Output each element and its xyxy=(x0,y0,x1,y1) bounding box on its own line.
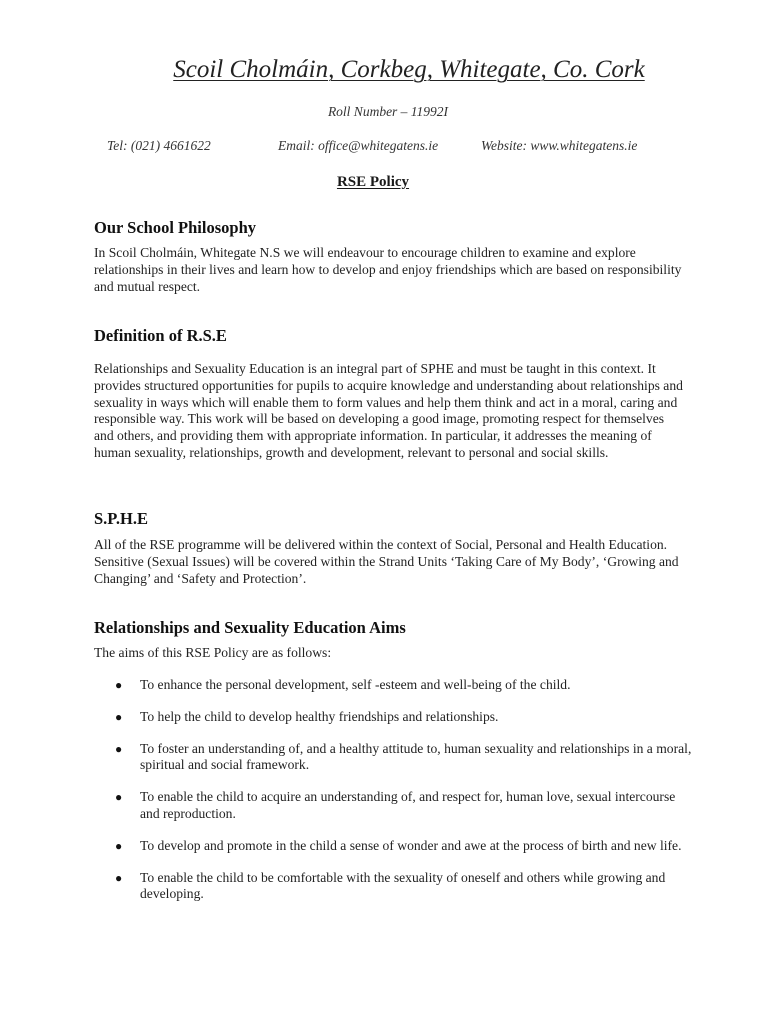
list-item xyxy=(94,709,694,726)
paragraph-sphe: All of the RSE programme will be delivered within the context of Social, Personal and Health Education. Sensitive (Sexual Issues) will be covered within the Strand Units ‘Taking Care of My Body’, ‘Growing and Changing’ and ‘Safety and Protection’. xyxy=(94,537,679,586)
aim-text: To develop and promote in the child a sense of wonder and awe at the process of birth and new life. xyxy=(140,837,682,853)
paragraph-school-philosophy: In Scoil Cholmáin, Whitegate N.S we will endeavour to encourage children to examine and explore relationships in their lives and learn how to develop and enjoy friendships which are based on responsibility and mutual respect. xyxy=(94,245,682,294)
bullet-icon: ● xyxy=(115,838,123,853)
list-item xyxy=(94,741,694,775)
list-item xyxy=(94,789,694,823)
aim-text: To help the child to develop healthy friendships and relationships. xyxy=(140,708,499,724)
bullet-icon: ● xyxy=(115,741,123,756)
bullet-icon: ● xyxy=(115,709,123,724)
bullet-icon: ● xyxy=(115,870,123,885)
contact-telephone: Tel: (021) 4661622 xyxy=(107,138,211,153)
heading-sphe: S.P.H.E xyxy=(94,509,148,528)
heading-rse-aims: Relationships and Sexuality Education Aims xyxy=(94,618,406,637)
heading-school-philosophy: Our School Philosophy xyxy=(94,218,256,237)
paragraph-aims-intro: The aims of this RSE Policy are as follows: xyxy=(94,645,332,660)
bullet-icon: ● xyxy=(115,678,123,692)
list-item xyxy=(94,870,694,904)
aims-list xyxy=(94,677,694,918)
aim-text: To foster an understanding of, and a healthy attitude to, human sexuality and relationships in a moral, spiritual and social framework. xyxy=(140,740,692,773)
document-title: RSE Policy xyxy=(336,174,410,190)
school-name: Scoil Cholmáin, Corkbeg, Whitegate, Co. Cork xyxy=(173,56,645,83)
contact-email: Email: office@whitegatens.ie xyxy=(278,138,439,153)
list-item xyxy=(94,838,694,855)
paragraph-definition-rse: Relationships and Sexuality Education is an integral part of SPHE and must be taught in this context. It provides structured opportunities for pupils to acquire knowledge and understanding about relationships and sexuality in ways which will enable them to form values and help them think and act in a moral, caring and responsible way. This work will be based on developing a good image, promoting respect for themselves and others, and providing them with appropriate information. In particular, it addresses the meaning of human sexuality, relationships, growth and development, relevant to personal and social skills. xyxy=(94,361,683,460)
roll-number: Roll Number – 11992I xyxy=(327,104,449,119)
heading-definition-rse: Definition of R.S.E xyxy=(94,326,227,345)
aim-text: To enhance the personal development, self -esteem and well-being of the child. xyxy=(140,677,571,692)
bullet-icon: ● xyxy=(115,790,123,805)
aim-text: To enable the child to be comfortable with the sexuality of oneself and others while growing and developing. xyxy=(140,869,666,902)
list-item xyxy=(94,677,694,694)
contact-website: Website: www.whitegatens.ie xyxy=(481,138,638,153)
aim-text: To enable the child to acquire an understanding of, and respect for, human love, sexual intercourse and reproduction. xyxy=(140,789,676,821)
